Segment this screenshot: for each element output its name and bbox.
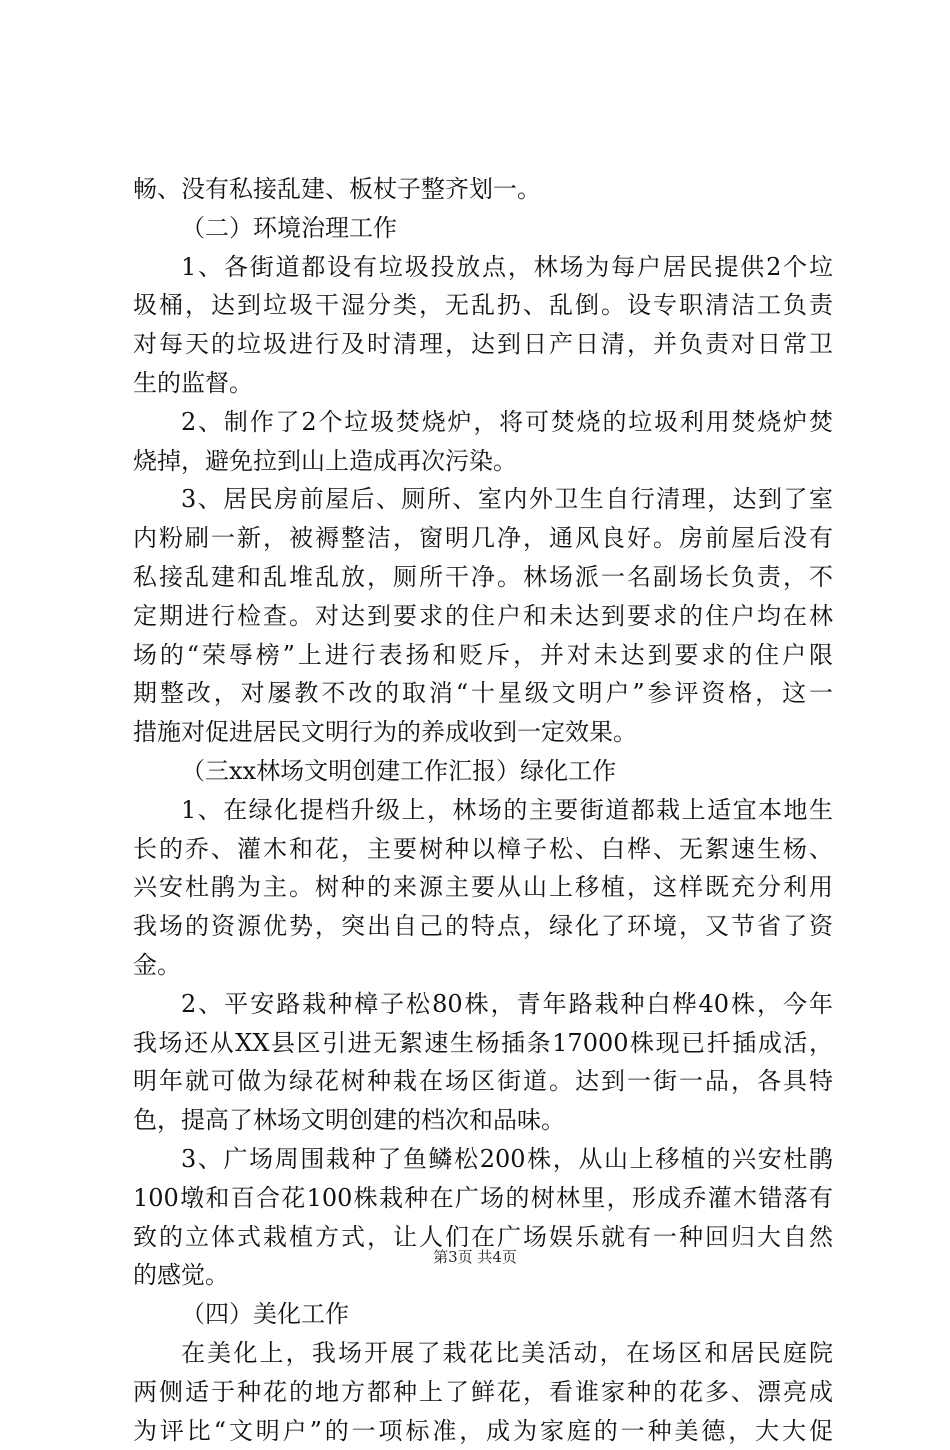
text-line: （四）美化工作 — [133, 1295, 833, 1334]
text-line: 2、平安路栽种樟子松80株，青年路栽种白桦40株，今年 — [133, 985, 833, 1024]
text-line: 金。 — [133, 946, 833, 985]
text-line: 对每天的垃圾进行及时清理，达到日产日清，并负责对日常卫 — [133, 325, 833, 364]
text-line: 2、制作了2个垃圾焚烧炉，将可焚烧的垃圾利用焚烧炉焚 — [133, 403, 833, 442]
text-line: 长的乔、灌木和花，主要树种以樟子松、白桦、无絮速生杨、 — [133, 830, 833, 869]
page-footer: 第3页 共4页 — [0, 1246, 950, 1267]
text-line: 私接乱建和乱堆乱放，厕所干净。林场派一名副场长负责，不 — [133, 558, 833, 597]
text-line: 期整改，对屡教不改的取消“十星级文明户”参评资格，这一 — [133, 674, 833, 713]
text-line: 我场还从XX县区引进无絮速生杨插条17000株现已扦插成活， — [133, 1024, 833, 1063]
text-line: 为评比“文明户”的一项标准，成为家庭的一种美德，大大促 — [133, 1412, 833, 1450]
text-line: 3、广场周围栽种了鱼鳞松200株，从山上移植的兴安杜鹃 — [133, 1140, 833, 1179]
text-line: 定期进行检查。对达到要求的住户和未达到要求的住户均在林 — [133, 597, 833, 636]
text-line: 烧掉，避免拉到山上造成再次污染。 — [133, 442, 833, 481]
text-line: 致的立体式栽植方式，让人们在广场娱乐就有一种回归大自然 — [133, 1218, 833, 1257]
text-line: 内粉刷一新，被褥整洁，窗明几净，通风良好。房前屋后没有 — [133, 519, 833, 558]
text-line: （三xx林场文明创建工作汇报）绿化工作 — [133, 752, 833, 791]
text-line: 1、在绿化提档升级上，林场的主要街道都栽上适宜本地生 — [133, 791, 833, 830]
text-line: 色，提高了林场文明创建的档次和品味。 — [133, 1101, 833, 1140]
text-line: 措施对促进居民文明行为的养成收到一定效果。 — [133, 713, 833, 752]
text-line: 兴安杜鹃为主。树种的来源主要从山上移植，这样既充分利用 — [133, 868, 833, 907]
text-line: 在美化上，我场开展了栽花比美活动，在场区和居民庭院 — [133, 1334, 833, 1373]
text-line: 3、居民房前屋后、厕所、室内外卫生自行清理，达到了室 — [133, 480, 833, 519]
text-line: 畅、没有私接乱建、板杖子整齐划一。 — [133, 170, 833, 209]
text-line: 两侧适于种花的地方都种上了鲜花，看谁家种的花多、漂亮成 — [133, 1373, 833, 1412]
text-line: 明年就可做为绿花树种栽在场区街道。达到一街一品，各具特 — [133, 1062, 833, 1101]
text-line: 场的“荣辱榜”上进行表扬和贬斥，并对未达到要求的住户限 — [133, 636, 833, 675]
text-line: 圾桶，达到垃圾干湿分类，无乱扔、乱倒。设专职清洁工负责 — [133, 286, 833, 325]
text-line: 1、各街道都设有垃圾投放点，林场为每户居民提供2个垃 — [133, 248, 833, 287]
text-line: 生的监督。 — [133, 364, 833, 403]
text-line: 100墩和百合花100株栽种在广场的树林里，形成乔灌木错落有 — [133, 1179, 833, 1218]
text-line: 的感觉。 — [133, 1256, 833, 1295]
text-line: 我场的资源优势，突出自己的特点，绿化了环境，又节省了资 — [133, 907, 833, 946]
text-line: （二）环境治理工作 — [133, 209, 833, 248]
